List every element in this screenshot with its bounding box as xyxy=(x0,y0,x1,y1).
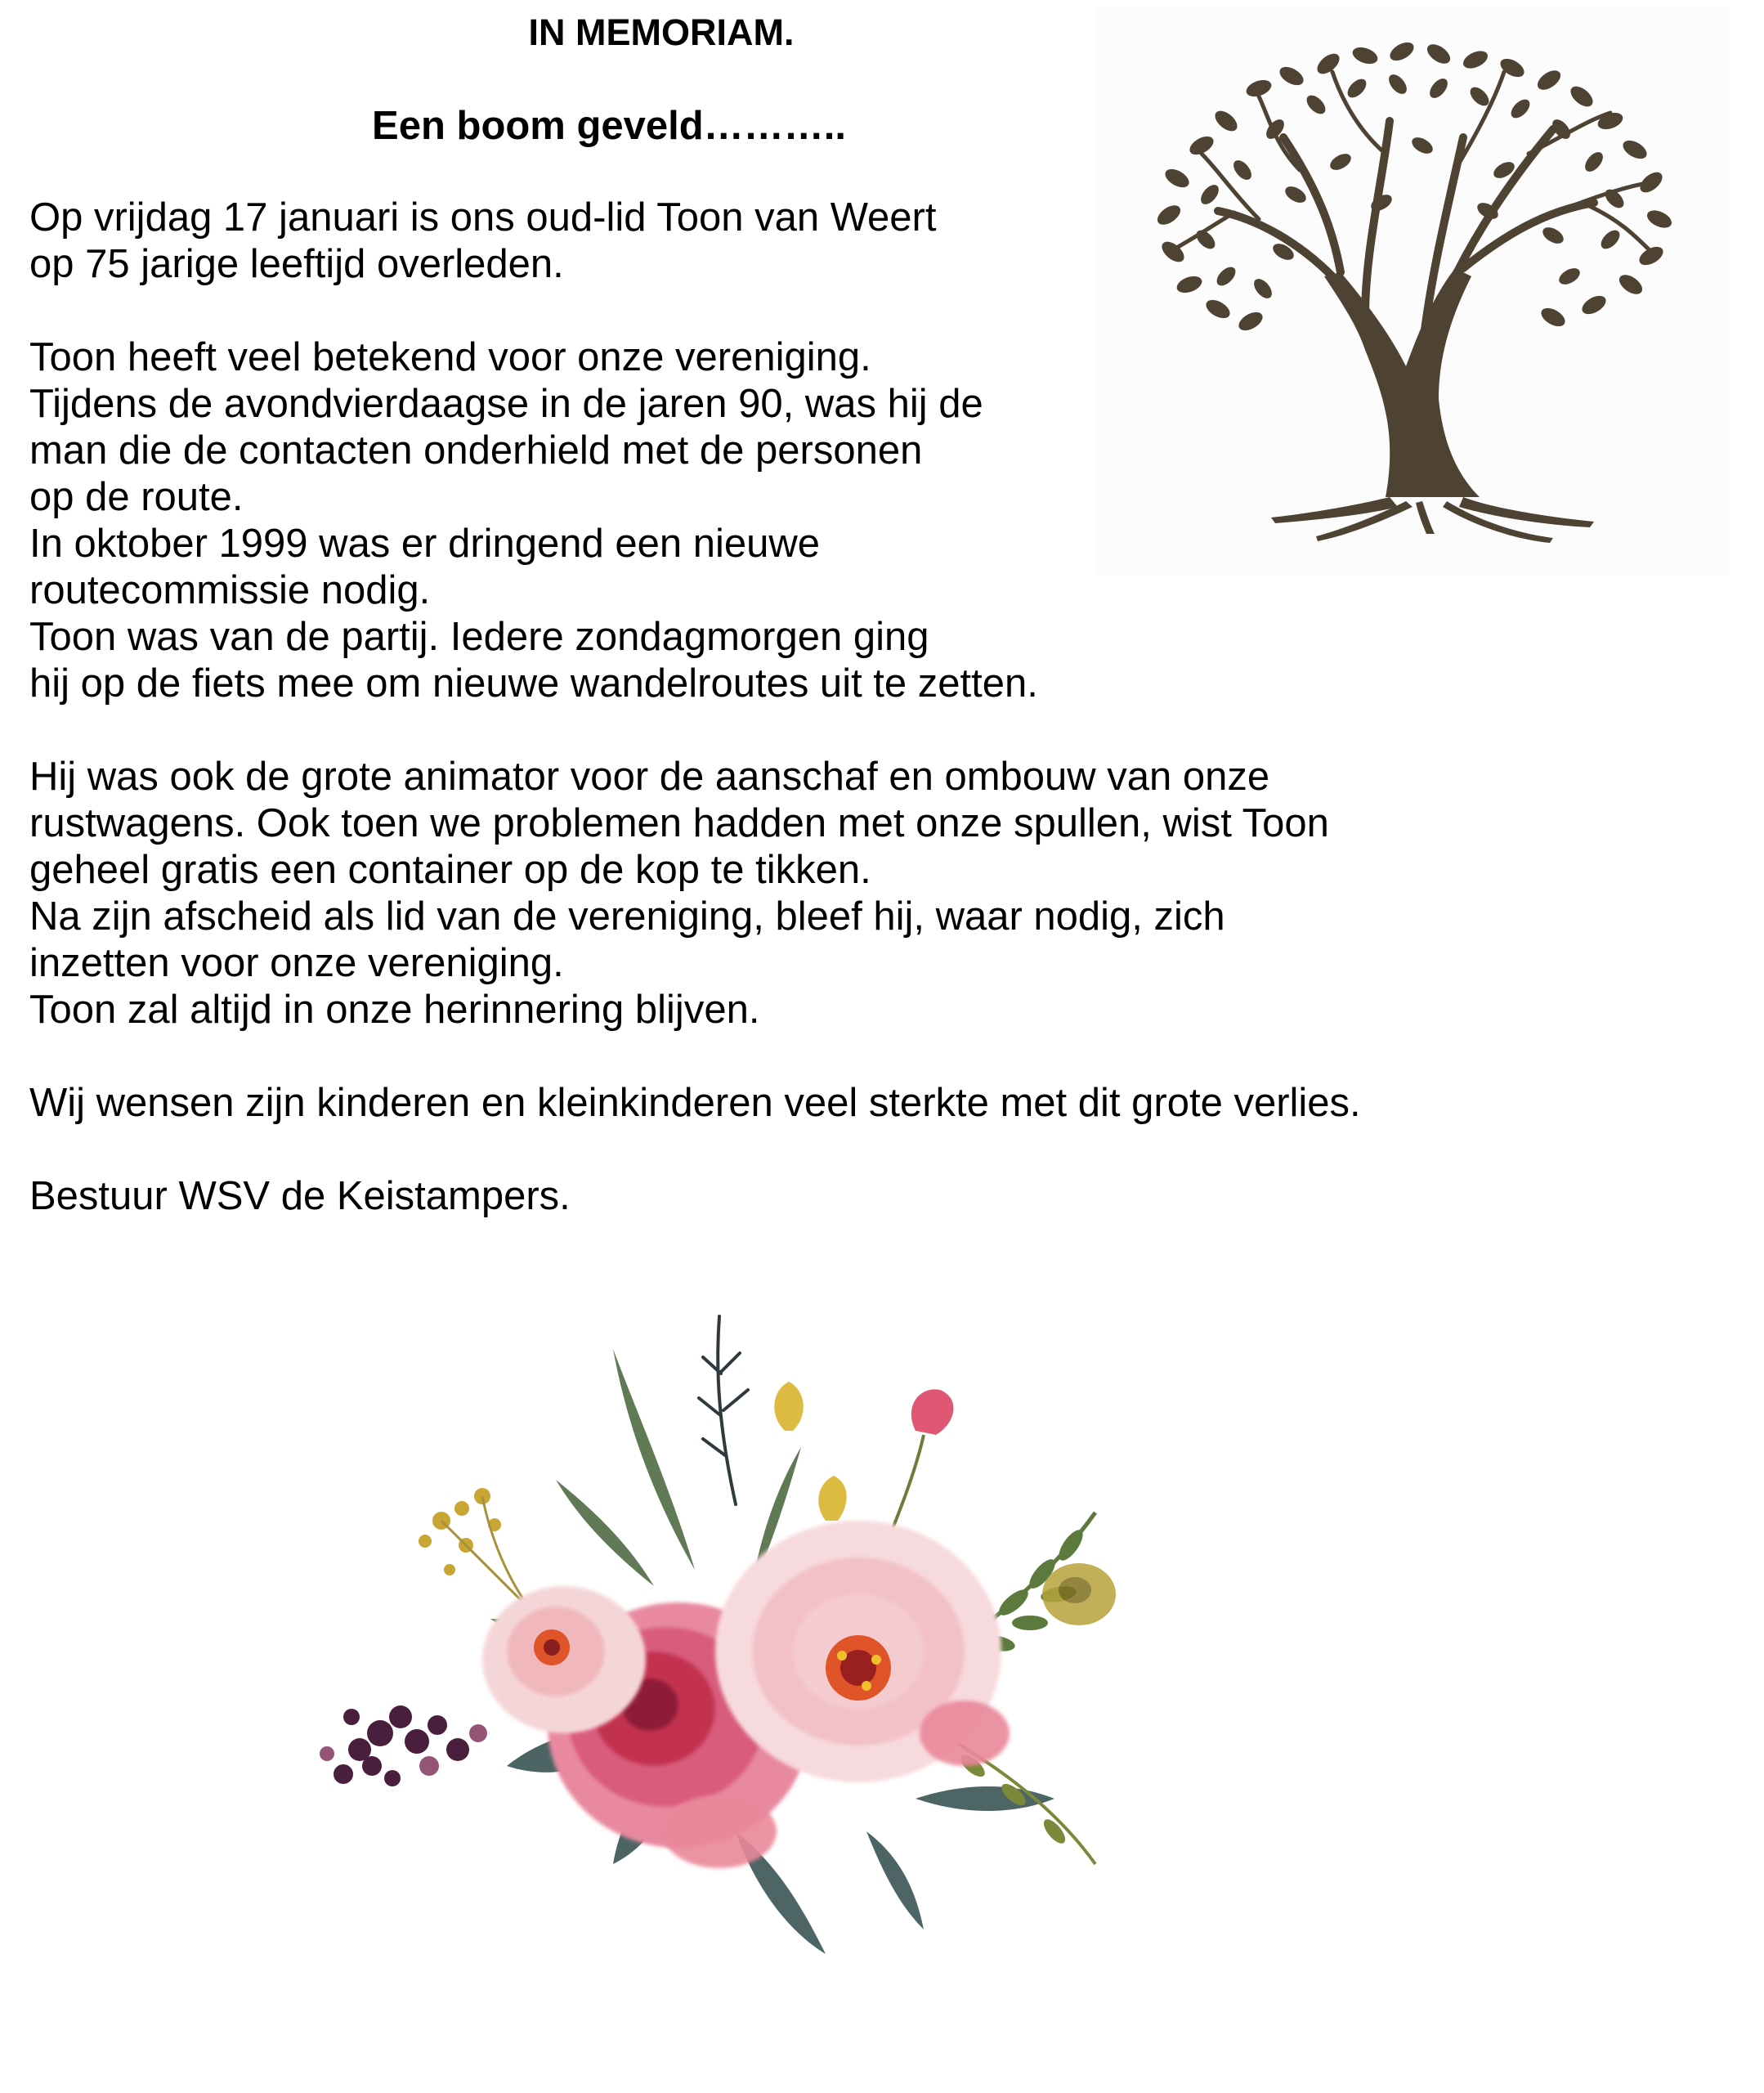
tree-icon xyxy=(1095,7,1731,575)
page-subtitle: Een boom geveld……….. xyxy=(372,104,846,148)
text-line: In oktober 1999 was er dringend een nieuwe xyxy=(29,522,821,566)
page-title: IN MEMORIAM. xyxy=(528,11,795,53)
text-line: Wij wensen zijn kinderen en kleinkinderen veel sterkte met dit grote verlies. xyxy=(29,1081,1361,1125)
text-line: Hij was ook de grote animator voor de aanschaf en ombouw van onze xyxy=(29,755,1270,799)
signature-line: Bestuur WSV de Keistampers. xyxy=(29,1174,571,1218)
text-line: Op vrijdag 17 januari is ons oud-lid Toon van Weert xyxy=(29,195,937,240)
tree-illustration xyxy=(1095,7,1731,575)
text-line: op 75 jarige leeftijd overleden. xyxy=(29,242,564,286)
text-line: op de route. xyxy=(29,475,244,519)
flower-bouquet-illustration xyxy=(294,1308,1275,2019)
text-line: hij op de fiets mee om nieuwe wandelroutes uit te zetten. xyxy=(29,661,1038,706)
text-line: geheel gratis een container op de kop te tikken. xyxy=(29,848,871,892)
text-line: Na zijn afscheid als lid van de vereniging, bleef hij, waar nodig, zich xyxy=(29,894,1225,939)
text-line: routecommissie nodig. xyxy=(29,568,431,612)
text-line: rustwagens. Ook toen we problemen hadden met onze spullen, wist Toon xyxy=(29,801,1329,845)
text-line: Tijdens de avondvierdaagse in de jaren 90, was hij de xyxy=(29,382,983,426)
text-line: inzetten voor onze vereniging. xyxy=(29,941,564,985)
text-line: Toon zal altijd in onze herinnering blijven. xyxy=(29,988,760,1032)
text-line: man die de contacten onderhield met de personen xyxy=(29,428,923,473)
text-line: Toon heeft veel betekend voor onze vereniging. xyxy=(29,335,871,379)
flower-bouquet-icon xyxy=(294,1308,1275,2019)
text-line: Toon was van de partij. Iedere zondagmorgen ging xyxy=(29,615,929,659)
